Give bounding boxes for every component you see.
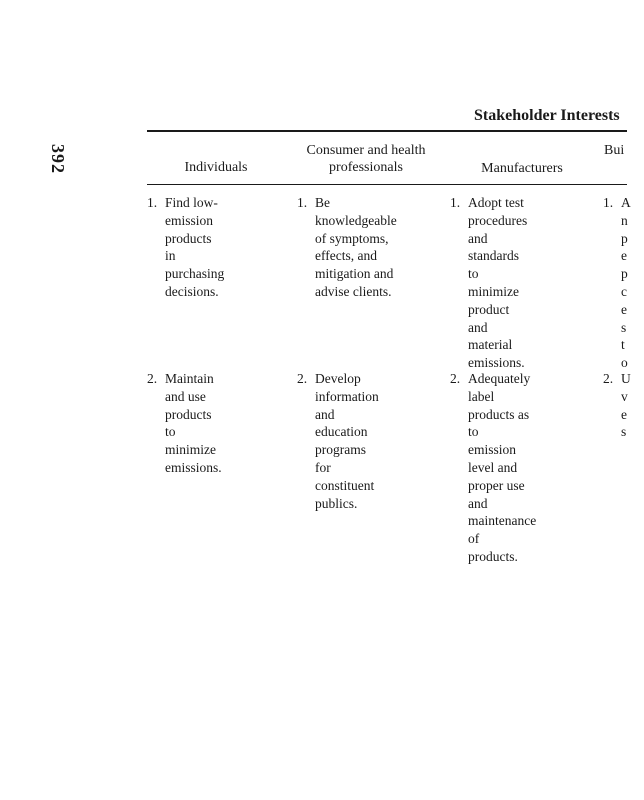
column-header-manufacturers: Manufacturers [481,161,563,176]
item-number: 1. [603,195,614,210]
item-text: U v e s [621,371,631,440]
page-number: 392 [48,144,68,174]
column-header-consumer-health: Consumer and health professionals [306,143,426,175]
item-text: Develop information and education programs for constituent publics. [315,371,379,511]
item-text: A n p e p c e s t o [621,195,631,371]
table-header-rule [147,184,627,185]
item-text: Find low-emission products in purchasing decisions. [165,195,225,299]
item-text: Adopt test procedures and standards to minimize product and material emissions. [468,195,528,371]
item-text: Adequately label products as to emission level and proper use and maintenance of products. [468,371,537,564]
item-text: Be knowledgeable of symptoms, effects, and mitigation and advise clients. [315,195,397,299]
column-header-individuals: Individuals [184,160,248,175]
item-number: 2. [147,371,158,386]
item-number: 2. [297,371,308,386]
item-number: 2. [603,371,614,386]
item-number: 1. [450,195,461,210]
table-title: Stakeholder Interests [474,107,620,124]
item-number: 2. [450,371,461,386]
item-text: Maintain and use products to minimize emissions. [165,371,222,475]
column-header-building: Bui [604,143,625,158]
item-number: 1. [147,195,158,210]
item-number: 1. [297,195,308,210]
table-top-rule [147,130,627,132]
